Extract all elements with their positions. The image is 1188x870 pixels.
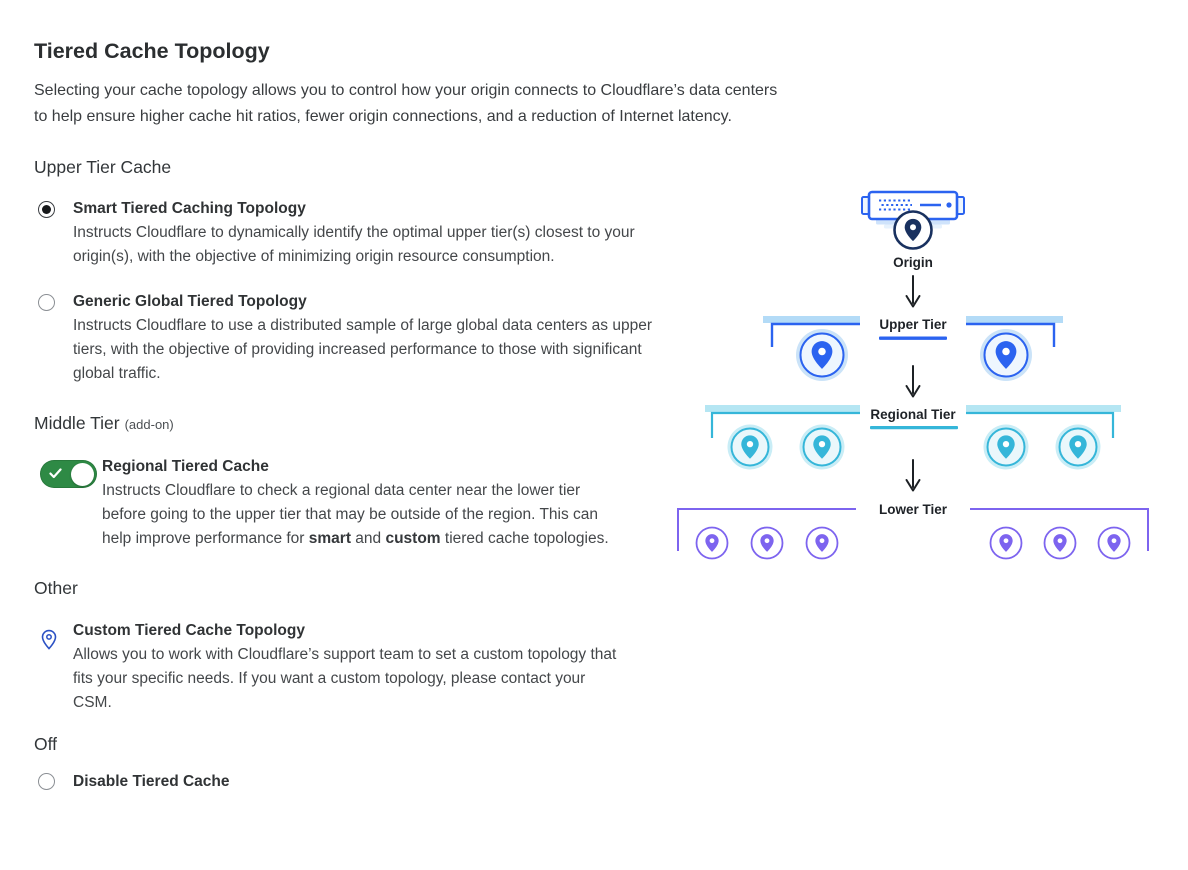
option-smart-tiered — [34, 198, 674, 269]
lower-tier-label: Lower Tier — [878, 502, 948, 517]
option-title: Regional Tiered Cache — [102, 458, 269, 475]
lower-tier-pin-3 — [807, 528, 838, 559]
section-heading-upper-tier-cache: Upper Tier Cache — [34, 157, 172, 177]
check-icon — [49, 468, 62, 479]
radio-smart-tiered[interactable] — [38, 201, 55, 218]
regional-tier-pin-3 — [984, 425, 1029, 470]
upper-tier-label: Upper Tier — [879, 317, 947, 332]
lower-tier-pin-4 — [991, 528, 1022, 559]
page-description — [34, 78, 778, 130]
upper-tier-underline — [879, 337, 947, 340]
option-description: Instructs Cloudflare to dynamically identify the optimal upper tier(s) closest to your origin(s), with the objective of minimizing origin resource consumption. — [73, 224, 635, 265]
upper-tier-pin-2 — [980, 329, 1032, 381]
option-description: Instructs Cloudflare to check a regional data center near the lower tier before going to the upper tier that may be outside of the region. This can help improve performance for smart and custom tiered cache topologies. — [102, 482, 609, 547]
regional-tier-underline — [870, 426, 958, 429]
topology-diagram — [650, 170, 1180, 580]
toggle-knob — [71, 463, 94, 486]
regional-tiered-cache-toggle[interactable] — [40, 460, 97, 488]
section-heading-middle-tier: Middle Tier (add-on) — [34, 413, 174, 433]
page-description-line1: Selecting your cache topology allows you to control how your origin connects to Cloudflare’s data centers — [34, 82, 778, 99]
settings-column — [34, 0, 778, 790]
option-custom-tiered — [34, 620, 674, 715]
origin-label: Origin — [893, 255, 933, 270]
section-heading-other: Other — [34, 578, 78, 598]
lower-tier-pin-6 — [1099, 528, 1130, 559]
lower-tier-pin-5 — [1045, 528, 1076, 559]
page-title: Tiered Cache Topology — [34, 39, 270, 63]
upper-tier-pin-1 — [796, 329, 848, 381]
radio-generic-global[interactable] — [38, 294, 55, 311]
regional-tier-pin-4 — [1056, 425, 1101, 470]
flow-arrow-2 — [907, 366, 920, 397]
lower-tier-pin-2 — [752, 528, 783, 559]
option-description: Allows you to work with Cloudflare’s support team to set a custom topology that fits your specific needs. If you want a custom topology, please contact your CSM. — [73, 646, 617, 711]
regional-tier-pin-2 — [800, 425, 845, 470]
origin-pin-icon — [895, 212, 932, 249]
option-title: Disable Tiered Cache — [73, 773, 230, 790]
option-description: Instructs Cloudflare to use a distributed sample of large global data centers as upper tiers, with the objective of providing increased performance to those with significant global traffic. — [73, 317, 652, 382]
addon-badge: (add-on) — [124, 417, 174, 432]
option-title: Generic Global Tiered Topology — [73, 293, 307, 310]
flow-arrow-3 — [907, 460, 920, 491]
regional-tier-pin-1 — [728, 425, 773, 470]
option-title: Custom Tiered Cache Topology — [73, 622, 305, 639]
regional-tier-label: Regional Tier — [870, 407, 956, 422]
location-pin-icon — [40, 629, 58, 651]
lower-tier-pin-1 — [697, 528, 728, 559]
option-generic-global — [34, 291, 674, 386]
section-heading-off: Off — [34, 734, 58, 754]
page-description-line2: to help ensure higher cache hit ratios, fewer origin connections, and a reduction of Internet latency. — [34, 108, 732, 125]
flow-arrow-1 — [907, 276, 920, 307]
option-title: Smart Tiered Caching Topology — [73, 200, 306, 217]
option-regional-tiered-cache — [34, 456, 674, 551]
radio-disable-tiered-cache[interactable] — [38, 773, 55, 790]
option-disable-tiered-cache — [34, 773, 674, 790]
